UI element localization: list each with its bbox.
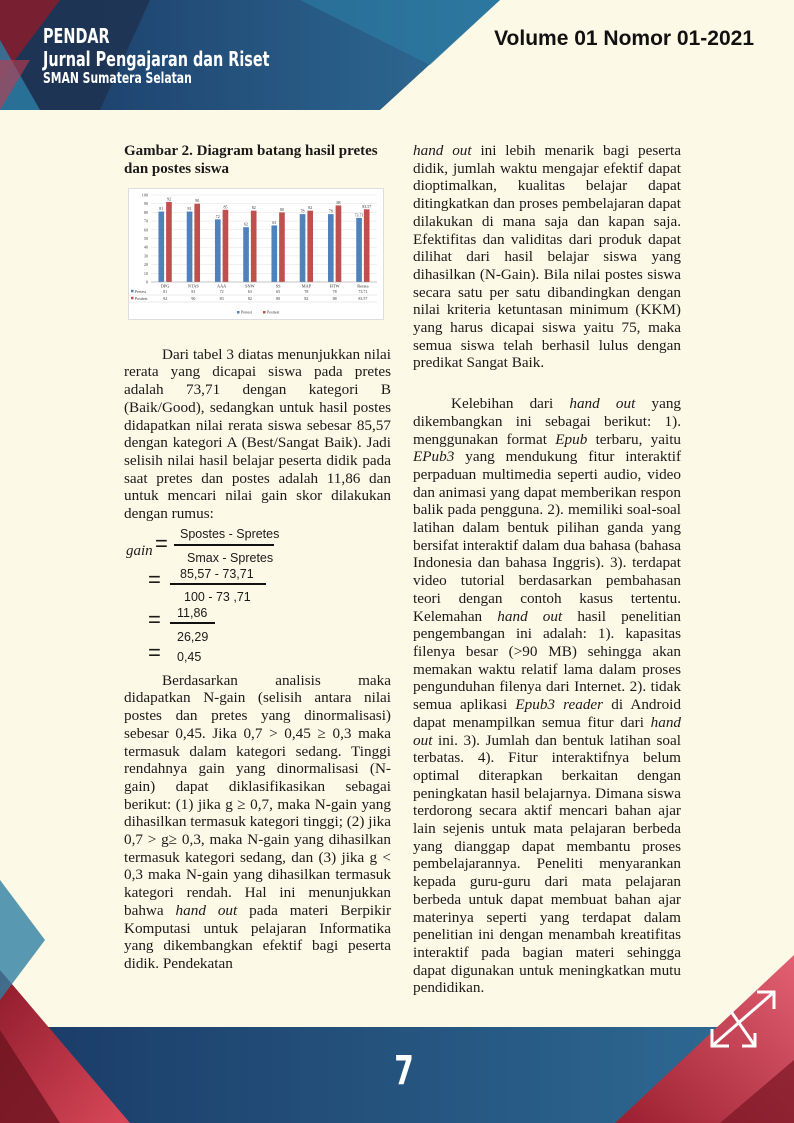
data-label: 78 (328, 208, 333, 214)
data-label: 88 (336, 199, 341, 205)
table-legend-key (131, 297, 134, 300)
formula-num-2: 85,57 - 73,71 (180, 566, 254, 581)
x-tick-label: SNW (245, 283, 255, 289)
bar-posttest (251, 211, 257, 282)
y-tick-label: 90 (143, 201, 148, 207)
formula-den-3: 26,29 (177, 629, 209, 644)
formula-den-1: Smax - Spretes (187, 550, 274, 565)
x-tick-label: SS (275, 283, 281, 289)
formula-eq-4: = (148, 639, 161, 665)
data-label: 73.71 (354, 212, 364, 218)
y-tick-label: 40 (143, 244, 148, 250)
epub3-term: EPub3 (413, 448, 455, 466)
ngain-text-end: pada materi Berpikir Komputasi untuk pelajaran Informatika yang dikembangkan efektif bagi peserta didik. Pendekatan (124, 901, 392, 972)
bar-chart (128, 188, 384, 320)
x-tick-label: AAA (216, 283, 227, 289)
data-label: 81 (159, 206, 164, 212)
data-label: 85 (223, 204, 228, 210)
bar-pretest (271, 225, 277, 282)
y-tick-label: 80 (143, 209, 148, 215)
table-cell: 73.71 (358, 289, 368, 294)
text-seg-g: ini. 3). Jumlah dan bentuk latihan soal terbatas. 4). Fitur interaktifnya belum optimal diterapkan berkaitan dengan peningkatan hasil belajarnya. Dimana siswa terdorong secara aktif mencari bahan ajar lain sejenis untuk mata pelajaran berbeda yang dianggap dapat membantu proses pembelajarannya. Peneliti menyarankan kepada guru-guru dari mata pelajaran berbeda untuk dapat membuat bahan ajar materinya seperti yang terdapat dalam penelitian ini dengan menambah kreatifitas interaktif pada bagian materi sehingga dapat digunakan untuk meningkatkan mutu pendidikan. (413, 731, 681, 997)
data-label: 80 (279, 206, 284, 212)
formula-den-2: 100 - 73 ,71 (184, 589, 251, 604)
table-cell: 82 (247, 296, 252, 301)
bar-posttest (166, 202, 172, 282)
table-cell: 81 (163, 289, 168, 294)
table-cell: 81 (191, 289, 196, 294)
paragraph-handout-benefits (413, 142, 681, 372)
journal-name: Jurnal Pengajaran dan Riset (43, 47, 270, 71)
fraction-bar-2 (170, 583, 266, 585)
table-cell: 78 (332, 289, 337, 294)
bar-pretest (300, 214, 306, 282)
figure-caption: Gambar 2. Diagram batang hasil pretes dan postes siswa (124, 143, 378, 177)
table-cell: 83.57 (358, 296, 368, 301)
paragraph-ngain (124, 672, 391, 973)
gain-result (124, 639, 391, 670)
text-seg-b: yang dikembangkan ini sebagai berikut: 1). menggunakan format (413, 395, 682, 448)
benefits-text: ini lebih menarik bagi peserta didik, jumlah waktu mengajar efektif dapat dioptimalkan, kualitas belajar dapat ditingkatkan dan proses pembelajaran dapat dilakukan di mana saja dan kapan saja. Efektifitas dan validitas dari produk dapat dilihat dari hasil belajar siswa yang dihasilkan (N-Gain). Bila nilai postes siswa secara satu per satu dibandingkan dengan nilai kriteria ketuntasan minimum (KKM) yang harus dicapai siswa yaitu 75, maka semua siswa telah berhasil lulus dengan predikat Sangat Baik. (413, 142, 682, 372)
data-label: 72 (215, 213, 220, 219)
volume-label: Volume 01 Nomor 01-2021 (494, 27, 754, 50)
institution-name: SMAN Sumatera Selatan (43, 69, 192, 87)
right-column (413, 142, 681, 997)
gain-formula (124, 523, 391, 648)
formula-gain-label: gain (126, 542, 153, 559)
data-label: 92 (166, 196, 171, 202)
table-cell: 92 (163, 296, 168, 301)
handout-term: hand out (569, 395, 636, 413)
table-cell: 90 (191, 296, 196, 301)
data-label: 63 (272, 219, 277, 225)
text-seg-f: di Android dapat menampilkan semua fitur dari (413, 696, 681, 731)
y-tick-label: 100 (141, 192, 148, 198)
journal-header (43, 26, 358, 86)
x-tick-label: NTAS (187, 283, 199, 289)
bar-posttest (194, 204, 200, 282)
bar-posttest (307, 211, 313, 282)
data-label: 62 (244, 221, 249, 227)
y-tick-label: 50 (143, 236, 148, 241)
formula-eq-3: = (148, 606, 161, 632)
legend-key (237, 311, 240, 314)
table-row-label: Posttest (135, 296, 148, 301)
legend-label: Posttest (267, 309, 280, 315)
table-cell: 83 (219, 296, 224, 301)
table-cell: 65 (276, 289, 281, 294)
fraction-bar-1 (174, 544, 274, 546)
formula-eq-1: = (155, 530, 168, 556)
x-tick-label: DPG (160, 283, 170, 289)
text-seg-c: terbaru, yaitu (595, 430, 682, 448)
data-label: 82 (308, 205, 313, 211)
table-cell: 63 (247, 289, 252, 294)
bar-pretest (356, 218, 362, 282)
table-cell: 72 (219, 289, 224, 294)
text-seg-e: hasil penelitian pengembangan ini adalah: 1). kapasitas filenya besar (>90 MB) sehingga akan memakan waktu relatif lama dalam proses pengunduhan filenya dari Internet. 2). tidak semua aplikasi (413, 607, 681, 714)
bar-posttest (336, 205, 342, 282)
bar-pretest (187, 212, 193, 282)
data-label: 81 (187, 206, 192, 212)
table-cell: 82 (304, 296, 309, 301)
bar-pretest (328, 214, 334, 282)
legend-key (263, 311, 266, 314)
left-column (124, 142, 391, 973)
page-number: 7 (394, 1048, 414, 1094)
y-tick-label: 60 (143, 227, 148, 233)
bar-posttest (279, 212, 285, 282)
formula-num-3: 11,86 (177, 605, 208, 620)
y-tick-label: 0 (145, 279, 148, 285)
y-tick-label: 30 (143, 253, 148, 259)
handout-term: hand out (497, 607, 563, 625)
handout-term: hand out (413, 142, 472, 159)
paragraph-results: Dari tabel 3 diatas menunjukkan nilai rerata yang dicapai siswa pada pretes adalah 73,71 dengan kategori B (Baik/Good), sedangkan untuk hasil postes didapatkan nilai rerata siswa sebesar 85,57 dengan kategori A (Best/Sangat Baik). Jadi selisih nilai hasil belajar peserta didik pada saat pretes dan postes adalah 11,86 dan untuk mencari nilai gain skor dilakukan dengan rumus: (124, 345, 391, 523)
handout-term: hand out (175, 901, 238, 919)
x-tick-label: Rerata (357, 283, 369, 289)
epub3-reader-term: Epub3 reader (515, 696, 604, 714)
bar-posttest (364, 209, 370, 282)
text-seg-a: Kelebihan dari (451, 395, 554, 413)
data-label: 82 (251, 205, 256, 211)
data-label: 90 (195, 198, 200, 204)
table-legend-key (131, 290, 134, 293)
text-seg-d: yang mendukung fitur interaktif perpaduan multimedia seperti audio, video dan animasi yang dapat memberikan respon balik pada pengguna. 2). memiliki soal-soal latihan dalam bentuk pilihan ganda yang bersifat interaktif dalam dua bahasa (bahasa Indonesia dan bahasa Inggris). 3). terdapat video tutorial berdasarkan pembahasan teori dengan contoh kasus tertentu. Kelemahan (413, 448, 682, 625)
y-tick-label: 20 (143, 262, 148, 268)
table-cell: 88 (332, 296, 337, 301)
table-row-label: Pretest (135, 289, 146, 294)
journal-short-name: PENDAR (43, 24, 110, 48)
formula-result: 0,45 (177, 649, 202, 664)
bar-pretest (158, 212, 164, 282)
paragraph-strengths-weaknesses (413, 395, 681, 997)
legend-label: Pretest (241, 309, 252, 315)
ngain-text: Berdasarkan analisis maka didapatkan N-gain (selisih antara nilai postes dan pretes yang dinormalisasi) sebesar 0,45. Jika 0,7 > 0,45 ≥ 0,3 maka termasuk dalam kategori sedang. Tinggi rendahnya gain yang dinormalisasi (N-gain) dapat diklasifikasikan sebagai berikut: (1) jika g ≥ 0,7, maka N-gain yang dihasilkan termasuk kategori tinggi; (2) jika 0,7 > g≥ 0,3, maka N-gain yang dihasilkan termasuk kategori sedang, dan (3) jika g < 0,3 maka N-gain yang dihasilkan termasuk kategori rendah. Hal ini menunjukkan bahwa (124, 671, 391, 919)
y-tick-label: 70 (143, 218, 148, 224)
x-tick-label: HTW (329, 283, 340, 289)
formula-eq-2: = (148, 566, 161, 592)
x-tick-label: MAP (301, 283, 312, 289)
handout-term: hand out (413, 713, 681, 749)
bar-pretest (215, 219, 221, 282)
table-cell: 80 (276, 296, 281, 301)
formula-num-1: Spostes - Spretes (180, 526, 280, 541)
y-tick-label: 10 (143, 270, 148, 276)
fraction-bar-3 (170, 622, 215, 624)
data-label: 83.57 (362, 203, 372, 209)
epub-term: Epub (555, 430, 588, 448)
table-cell: 78 (304, 289, 309, 294)
bar-posttest (223, 210, 229, 282)
bar-pretest (243, 227, 249, 282)
data-label: 78 (300, 208, 305, 214)
